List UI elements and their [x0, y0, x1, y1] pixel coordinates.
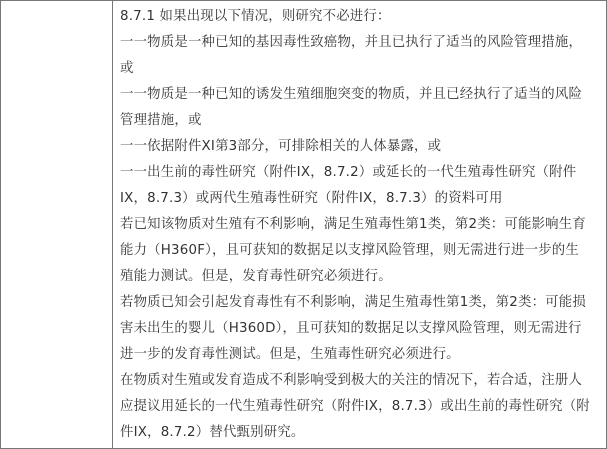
text-line: 殖能力测试。但是，发育毒性研究必须进行。	[120, 269, 392, 284]
text-line: 在物质对生殖或发育造成不利影响受到极大的关注的情况下，若合适，注册人	[120, 373, 583, 388]
text-line: 能力（H360F），且可获知的数据足以支撑风险管理，则无需进行进一步的生	[120, 243, 579, 258]
text-line: 一一出生前的毒性研究（附件IX，8.7.2）或延长的一代生殖毒性研究（附件	[120, 165, 577, 180]
text-line: 害未出生的婴儿（H360D），且可获知的数据足以支撑风险管理，则无需进行	[120, 321, 582, 336]
text-line: 一一物质是一种已知的基因毒性致癌物，并且已执行了适当的风险管理措施，	[120, 35, 583, 50]
text-line: 管理措施，或	[120, 113, 202, 128]
text-line: 一一依据附件XI第3部分，可排除相关的人体暴露，或	[120, 139, 442, 154]
content-cell	[113, 1, 606, 448]
text-line: 件IX，8.7.2）替代甄别研究。	[120, 425, 305, 440]
text-line: IX，8.7.3）或两代生殖毒性研究（附件IX，8.7.3）的资料可用	[120, 191, 503, 206]
text-line: 应提议用延长的一代生殖毒性研究（附件IX，8.7.3）或出生前的毒性研究（附	[120, 399, 590, 414]
empty-label-cell	[1, 1, 113, 448]
text-line: 8.7.1 如果出现以下情况，则研究不必进行：	[120, 9, 391, 24]
text-line: 若物质已知会引起发育毒性有不利影响，满足生殖毒性第1类，第2类：可能损	[120, 295, 586, 310]
text-line: 若已知该物质对生殖有不利影响，满足生殖毒性第1类，第2类：可能影响生育	[120, 217, 586, 232]
text-line: 进一步的发育毒性测试。但是，生殖毒性研究必须进行。	[120, 347, 460, 362]
text-line: 或	[120, 61, 134, 76]
text-line: 一一物质是一种已知的诱发生殖细胞突变的物质，并且已经执行了适当的风险	[120, 87, 583, 102]
